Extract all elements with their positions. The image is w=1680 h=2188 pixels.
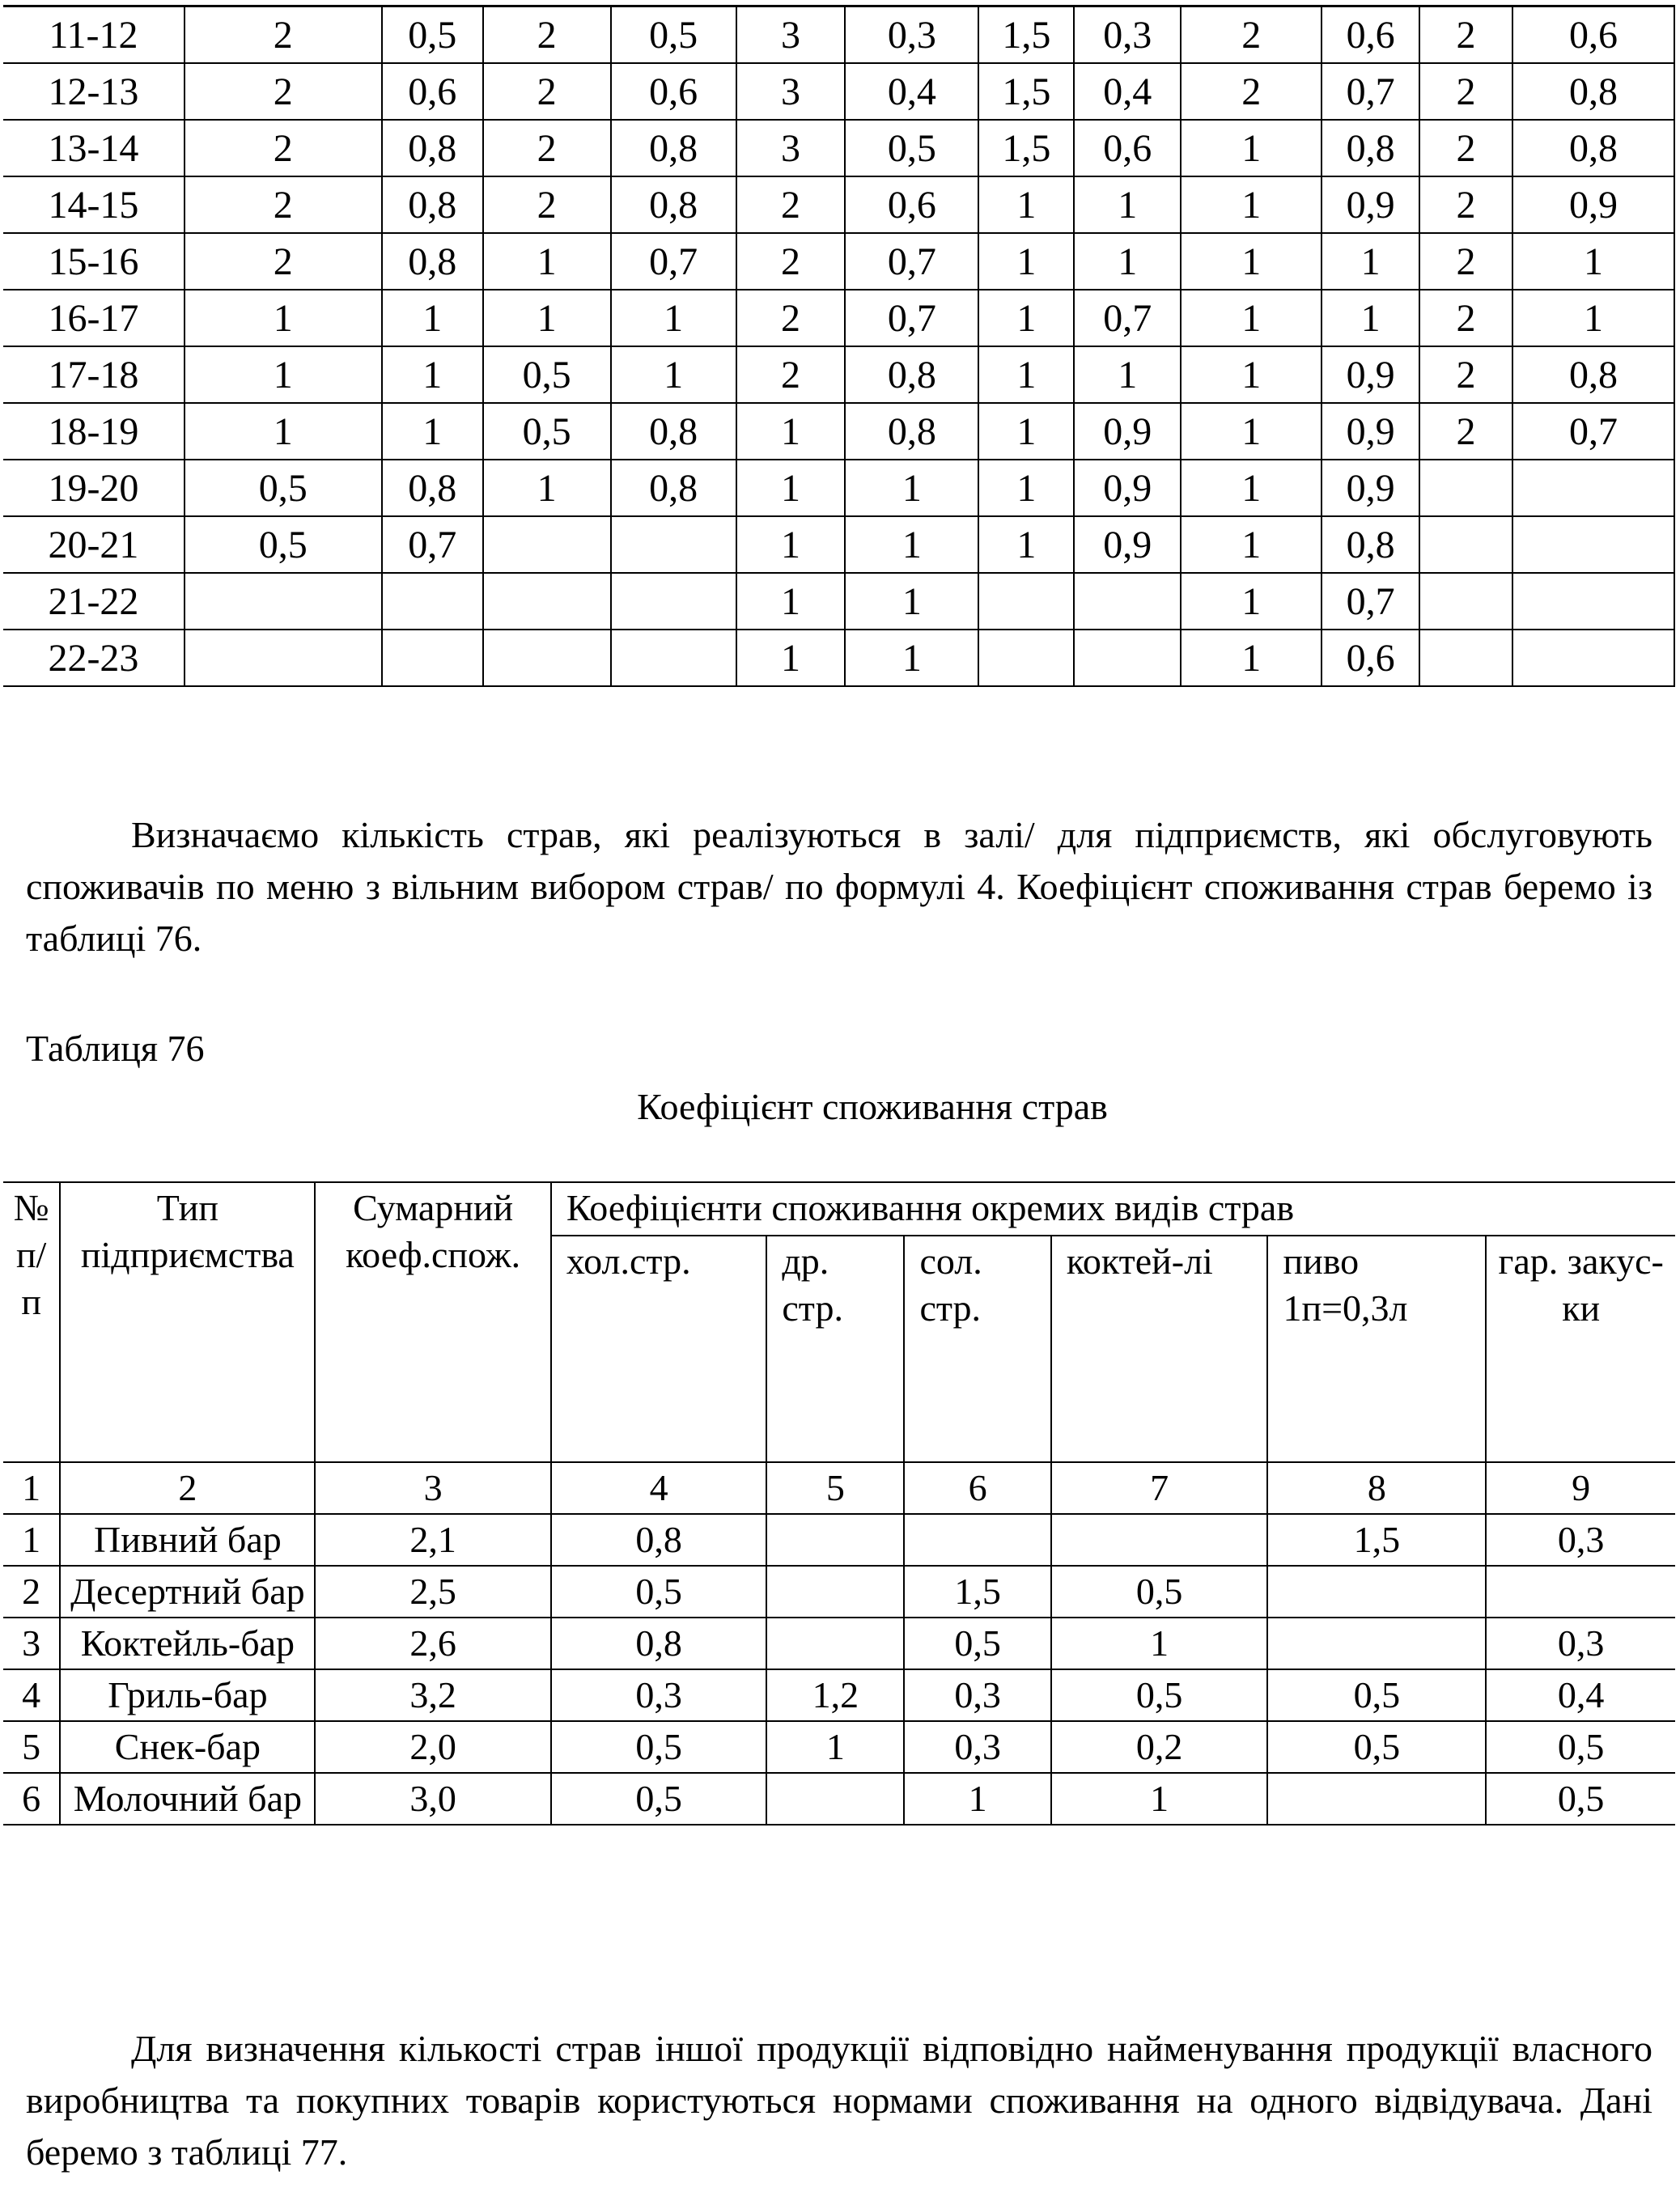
- time-interval-cell: 11-12: [3, 6, 185, 63]
- value-cell: 1: [1181, 573, 1322, 630]
- value-cell: 1: [736, 573, 846, 630]
- value-cell: 2: [1419, 233, 1512, 290]
- value-cell: 1: [1181, 233, 1322, 290]
- value-cell: 0,4: [1074, 63, 1181, 120]
- value-cell: [483, 516, 611, 573]
- value-cell: [382, 573, 483, 630]
- coef-value-cell: [766, 1514, 904, 1566]
- table-row: [3, 1773, 1675, 1825]
- enterprise-type-cell: Снек-бар: [60, 1721, 315, 1773]
- coef-value-cell: 1: [904, 1773, 1050, 1825]
- value-cell: 1: [1074, 346, 1181, 403]
- header-num: № п/п: [3, 1182, 60, 1462]
- value-cell: 0,8: [611, 403, 736, 460]
- paragraph-other-products: [26, 2023, 1652, 2178]
- value-cell: 1: [736, 403, 846, 460]
- coef-value-cell: 0,3: [904, 1669, 1050, 1721]
- total-coef-cell: 3,0: [315, 1773, 550, 1825]
- coef-value-cell: 0,5: [1051, 1669, 1268, 1721]
- value-cell: 1: [1512, 233, 1674, 290]
- value-cell: 1: [1322, 233, 1419, 290]
- value-cell: 1: [382, 290, 483, 346]
- value-cell: 1: [483, 460, 611, 516]
- table-row: [3, 516, 1674, 573]
- coef-value-cell: [766, 1773, 904, 1825]
- column-numbers-row: [3, 1462, 1675, 1514]
- table-row: [3, 630, 1674, 686]
- coef-value-cell: [766, 1566, 904, 1618]
- value-cell: [1419, 516, 1512, 573]
- time-interval-cell: 13-14: [3, 120, 185, 176]
- column-number-cell: 4: [551, 1462, 766, 1514]
- value-cell: 0,7: [1512, 403, 1674, 460]
- coef-value-cell: 0,5: [551, 1773, 766, 1825]
- value-cell: 2: [736, 290, 846, 346]
- value-cell: 0,7: [845, 233, 978, 290]
- value-cell: [1419, 630, 1512, 686]
- value-cell: [978, 573, 1074, 630]
- value-cell: 1: [185, 403, 382, 460]
- value-cell: 1: [978, 176, 1074, 233]
- coef-value-cell: [904, 1514, 1050, 1566]
- value-cell: 0,5: [845, 120, 978, 176]
- enterprise-type-cell: Коктейль-бар: [60, 1618, 315, 1669]
- coef-value-cell: 0,5: [1267, 1669, 1486, 1721]
- value-cell: 0,9: [1074, 516, 1181, 573]
- coef-value-cell: 0,4: [1486, 1669, 1675, 1721]
- value-cell: 3: [736, 6, 846, 63]
- value-cell: 0,6: [382, 63, 483, 120]
- value-cell: 1: [978, 460, 1074, 516]
- value-cell: 2: [736, 176, 846, 233]
- coef-table-body: [3, 1514, 1675, 1825]
- subheader-second: др. стр.: [766, 1236, 904, 1462]
- table-row: [3, 290, 1674, 346]
- subheader-cocktails: коктей-лі: [1051, 1236, 1268, 1462]
- subheader-hot-snacks: гар. закус-ки: [1486, 1236, 1675, 1462]
- value-cell: 0,3: [1074, 6, 1181, 63]
- paragraph-text: Для визначення кількості страв іншої продукції відповідно найменування продукції власного виробництва та покупних товарів користуються нормами споживання на одного відвідувача. Дані беремо з таблиці 77.: [26, 2028, 1652, 2173]
- header-total: Сумарний коеф.спож.: [315, 1182, 550, 1462]
- subheader-cold: хол.стр.: [551, 1236, 766, 1462]
- value-cell: 2: [1419, 346, 1512, 403]
- value-cell: [1074, 630, 1181, 686]
- table-row: [3, 63, 1674, 120]
- value-cell: 0,8: [382, 233, 483, 290]
- table-row: [3, 6, 1674, 63]
- value-cell: 0,9: [1074, 460, 1181, 516]
- value-cell: 0,7: [382, 516, 483, 573]
- row-number-cell: 5: [3, 1721, 60, 1773]
- value-cell: 0,5: [483, 346, 611, 403]
- row-number-cell: 1: [3, 1514, 60, 1566]
- value-cell: 0,8: [845, 403, 978, 460]
- value-cell: 0,8: [382, 460, 483, 516]
- value-cell: 1,5: [978, 120, 1074, 176]
- row-number-cell: 4: [3, 1669, 60, 1721]
- value-cell: 1: [978, 516, 1074, 573]
- coef-value-cell: 1: [1051, 1773, 1268, 1825]
- table-caption: Коефіцієнт споживання страв: [637, 1086, 1108, 1127]
- coef-value-cell: 0,3: [904, 1721, 1050, 1773]
- value-cell: 2: [1181, 63, 1322, 120]
- coef-value-cell: [1267, 1773, 1486, 1825]
- value-cell: 2: [185, 176, 382, 233]
- value-cell: 0,8: [1512, 346, 1674, 403]
- value-cell: 1: [1181, 346, 1322, 403]
- value-cell: 0,8: [1512, 63, 1674, 120]
- value-cell: 1: [1322, 290, 1419, 346]
- value-cell: [1074, 573, 1181, 630]
- enterprise-type-cell: Молочний бар: [60, 1773, 315, 1825]
- value-cell: 0,8: [611, 460, 736, 516]
- value-cell: 0,9: [1074, 403, 1181, 460]
- value-cell: 1: [845, 516, 978, 573]
- column-number-cell: 3: [315, 1462, 550, 1514]
- coef-value-cell: 0,8: [551, 1514, 766, 1566]
- hourly-table-body: [3, 6, 1674, 686]
- column-number-cell: 9: [1486, 1462, 1675, 1514]
- coef-value-cell: 0,8: [551, 1618, 766, 1669]
- time-interval-cell: 18-19: [3, 403, 185, 460]
- value-cell: [382, 630, 483, 686]
- header-group: Коефіцієнти споживання окремих видів страв: [551, 1182, 1675, 1236]
- value-cell: [611, 516, 736, 573]
- value-cell: 2: [1419, 176, 1512, 233]
- value-cell: 1,5: [978, 6, 1074, 63]
- value-cell: 2: [1419, 120, 1512, 176]
- table-row: [3, 573, 1674, 630]
- value-cell: 1: [736, 630, 846, 686]
- value-cell: 0,8: [611, 120, 736, 176]
- paragraph-dish-count: [26, 809, 1652, 965]
- value-cell: 2: [483, 120, 611, 176]
- value-cell: [1419, 573, 1512, 630]
- value-cell: 1: [1512, 290, 1674, 346]
- coef-value-cell: 0,3: [1486, 1618, 1675, 1669]
- total-coef-cell: 2,6: [315, 1618, 550, 1669]
- value-cell: 1: [978, 346, 1074, 403]
- coef-value-cell: 1: [1051, 1618, 1268, 1669]
- value-cell: 0,6: [845, 176, 978, 233]
- table-row: [3, 120, 1674, 176]
- coef-value-cell: 0,3: [551, 1669, 766, 1721]
- time-interval-cell: 21-22: [3, 573, 185, 630]
- value-cell: 0,5: [611, 6, 736, 63]
- value-cell: 2: [185, 63, 382, 120]
- value-cell: 1: [1074, 176, 1181, 233]
- total-coef-cell: 2,1: [315, 1514, 550, 1566]
- value-cell: 2: [483, 6, 611, 63]
- value-cell: 1: [845, 630, 978, 686]
- value-cell: [1512, 630, 1674, 686]
- table-number-label: Таблиця 76: [26, 1028, 205, 1069]
- value-cell: 1: [1181, 290, 1322, 346]
- value-cell: 0,6: [1322, 6, 1419, 63]
- value-cell: 0,7: [1074, 290, 1181, 346]
- time-interval-cell: 20-21: [3, 516, 185, 573]
- value-cell: 2: [483, 63, 611, 120]
- value-cell: 1: [185, 346, 382, 403]
- consumption-coefficient-table: [3, 1181, 1675, 1825]
- value-cell: 1: [845, 573, 978, 630]
- value-cell: 1: [382, 346, 483, 403]
- value-cell: 1: [1181, 176, 1322, 233]
- value-cell: [611, 573, 736, 630]
- value-cell: 0,6: [1322, 630, 1419, 686]
- value-cell: 1: [845, 460, 978, 516]
- value-cell: 1: [978, 233, 1074, 290]
- value-cell: 0,5: [483, 403, 611, 460]
- value-cell: 1: [1074, 233, 1181, 290]
- coef-value-cell: 1,2: [766, 1669, 904, 1721]
- value-cell: 0,7: [845, 290, 978, 346]
- value-cell: [185, 630, 382, 686]
- hourly-coefficients-table: [3, 5, 1675, 687]
- table-row: [3, 1618, 1675, 1669]
- coef-value-cell: [1267, 1618, 1486, 1669]
- value-cell: 2: [1419, 290, 1512, 346]
- value-cell: [1419, 460, 1512, 516]
- total-coef-cell: 3,2: [315, 1669, 550, 1721]
- coef-value-cell: 0,5: [904, 1618, 1050, 1669]
- table-row: [3, 1721, 1675, 1773]
- time-interval-cell: 22-23: [3, 630, 185, 686]
- enterprise-type-cell: Гриль-бар: [60, 1669, 315, 1721]
- enterprise-type-cell: Пивний бар: [60, 1514, 315, 1566]
- value-cell: 2: [1419, 63, 1512, 120]
- table-row: [3, 233, 1674, 290]
- value-cell: [611, 630, 736, 686]
- coef-value-cell: 1: [766, 1721, 904, 1773]
- value-cell: 2: [483, 176, 611, 233]
- table-row: [3, 403, 1674, 460]
- value-cell: 2: [736, 233, 846, 290]
- value-cell: 0,4: [845, 63, 978, 120]
- value-cell: 0,5: [382, 6, 483, 63]
- value-cell: 1: [1181, 403, 1322, 460]
- value-cell: 0,8: [611, 176, 736, 233]
- header-type: Тип підприємства: [60, 1182, 315, 1462]
- table-row: [3, 1566, 1675, 1618]
- coef-value-cell: 0,5: [551, 1721, 766, 1773]
- time-interval-cell: 12-13: [3, 63, 185, 120]
- value-cell: 1: [736, 460, 846, 516]
- coef-value-cell: 0,5: [1267, 1721, 1486, 1773]
- value-cell: 0,8: [1322, 516, 1419, 573]
- column-number-cell: 1: [3, 1462, 60, 1514]
- value-cell: 2: [185, 6, 382, 63]
- coef-value-cell: [1486, 1566, 1675, 1618]
- coef-value-cell: 0,5: [551, 1566, 766, 1618]
- subheader-beer: пиво 1п=0,3л: [1267, 1236, 1486, 1462]
- value-cell: [1512, 460, 1674, 516]
- value-cell: 0,7: [611, 233, 736, 290]
- value-cell: 2: [1419, 403, 1512, 460]
- total-coef-cell: 2,0: [315, 1721, 550, 1773]
- table-row: [3, 1669, 1675, 1721]
- value-cell: 0,7: [1322, 573, 1419, 630]
- coef-value-cell: 1,5: [1267, 1514, 1486, 1566]
- value-cell: 0,8: [1512, 120, 1674, 176]
- value-cell: 3: [736, 63, 846, 120]
- value-cell: 0,9: [1322, 176, 1419, 233]
- value-cell: 0,8: [845, 346, 978, 403]
- paragraph-text: Визначаємо кількість страв, які реалізуються в залі/ для підприємств, які обслуговують споживачів по меню з вільним вибором страв/ по формулі 4. Коефіцієнт споживання страв беремо із таблиці 76.: [26, 814, 1652, 959]
- value-cell: [185, 573, 382, 630]
- column-number-cell: 2: [60, 1462, 315, 1514]
- subheader-sweet: сол. стр.: [904, 1236, 1050, 1462]
- value-cell: 0,8: [1322, 120, 1419, 176]
- time-interval-cell: 17-18: [3, 346, 185, 403]
- coef-value-cell: 0,5: [1486, 1721, 1675, 1773]
- coef-value-cell: [1267, 1566, 1486, 1618]
- value-cell: 0,9: [1322, 346, 1419, 403]
- coef-value-cell: [1051, 1514, 1268, 1566]
- value-cell: 0,9: [1322, 460, 1419, 516]
- value-cell: 2: [1181, 6, 1322, 63]
- coef-value-cell: 0,3: [1486, 1514, 1675, 1566]
- value-cell: 1,5: [978, 63, 1074, 120]
- value-cell: 0,9: [1512, 176, 1674, 233]
- value-cell: 1: [483, 290, 611, 346]
- value-cell: 0,8: [382, 120, 483, 176]
- value-cell: 0,3: [845, 6, 978, 63]
- value-cell: 0,6: [611, 63, 736, 120]
- column-number-cell: 6: [904, 1462, 1050, 1514]
- value-cell: 1: [978, 290, 1074, 346]
- value-cell: 0,7: [1322, 63, 1419, 120]
- column-number-cell: 5: [766, 1462, 904, 1514]
- value-cell: 0,6: [1512, 6, 1674, 63]
- column-number-cell: 8: [1267, 1462, 1486, 1514]
- row-number-cell: 3: [3, 1618, 60, 1669]
- value-cell: 1: [483, 233, 611, 290]
- value-cell: 2: [1419, 6, 1512, 63]
- value-cell: 0,9: [1322, 403, 1419, 460]
- value-cell: 2: [185, 120, 382, 176]
- value-cell: 1: [1181, 120, 1322, 176]
- value-cell: 1: [1181, 630, 1322, 686]
- value-cell: [483, 630, 611, 686]
- value-cell: 0,5: [185, 460, 382, 516]
- time-interval-cell: 19-20: [3, 460, 185, 516]
- coef-value-cell: 0,5: [1051, 1566, 1268, 1618]
- value-cell: [1512, 516, 1674, 573]
- value-cell: 2: [736, 346, 846, 403]
- value-cell: [978, 630, 1074, 686]
- value-cell: 1: [611, 346, 736, 403]
- time-interval-cell: 16-17: [3, 290, 185, 346]
- value-cell: [483, 573, 611, 630]
- table-row: [3, 460, 1674, 516]
- value-cell: 1: [736, 516, 846, 573]
- time-interval-cell: 14-15: [3, 176, 185, 233]
- coef-value-cell: 0,2: [1051, 1721, 1268, 1773]
- table-row: [3, 346, 1674, 403]
- header-row: [3, 1182, 1675, 1236]
- coef-value-cell: 0,5: [1486, 1773, 1675, 1825]
- value-cell: 1: [978, 403, 1074, 460]
- row-number-cell: 2: [3, 1566, 60, 1618]
- time-interval-cell: 15-16: [3, 233, 185, 290]
- value-cell: 1: [611, 290, 736, 346]
- row-number-cell: 6: [3, 1773, 60, 1825]
- coef-value-cell: 1,5: [904, 1566, 1050, 1618]
- coef-value-cell: [766, 1618, 904, 1669]
- table-row: [3, 176, 1674, 233]
- value-cell: 1: [382, 403, 483, 460]
- value-cell: 3: [736, 120, 846, 176]
- value-cell: 1: [1181, 460, 1322, 516]
- total-coef-cell: 2,5: [315, 1566, 550, 1618]
- column-number-cell: 7: [1051, 1462, 1268, 1514]
- value-cell: 1: [185, 290, 382, 346]
- value-cell: 0,6: [1074, 120, 1181, 176]
- value-cell: 0,8: [382, 176, 483, 233]
- value-cell: [1512, 573, 1674, 630]
- enterprise-type-cell: Десертний бар: [60, 1566, 315, 1618]
- value-cell: 1: [1181, 516, 1322, 573]
- value-cell: 2: [185, 233, 382, 290]
- value-cell: 0,5: [185, 516, 382, 573]
- table-row: [3, 1514, 1675, 1566]
